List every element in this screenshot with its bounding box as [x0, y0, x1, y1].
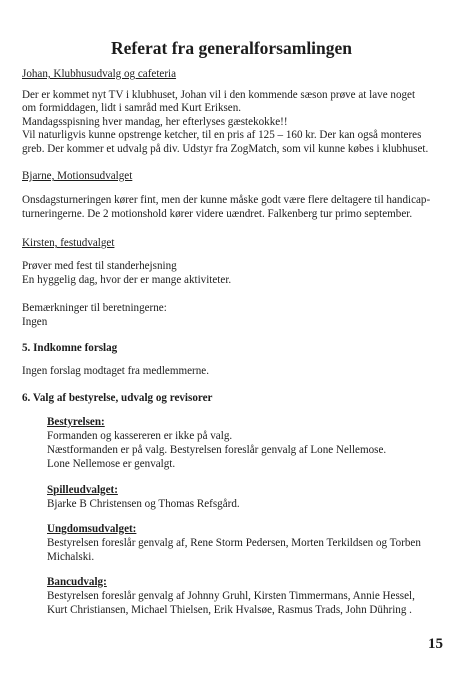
paragraph-line: Formanden og kassereren er ikke på valg.: [47, 430, 233, 442]
paragraph-line: Michalski.: [47, 551, 95, 563]
page-number: 15: [428, 636, 443, 652]
page-title: Referat fra generalforsamlingen: [111, 38, 353, 58]
agenda-heading-6: 6. Valg af bestyrelse, udvalg og revisorer: [22, 392, 213, 404]
remarks-value: Ingen: [22, 316, 48, 328]
paragraph-line: Mandagsspisning hver mandag, her efterlyses gæstekokke!!: [22, 116, 288, 128]
paragraph-line: turneringerne. De 2 motionshold kører videre uændret. Falkenberg tur primo september.: [22, 208, 413, 220]
paragraph-line: En hyggelig dag, hvor der er mange aktiviteter.: [22, 274, 232, 286]
paragraph-line: greb. Der kommer et udvalg på div. Udstyr fra ZogMatch, som vil kunne købes i klubhuset.: [22, 143, 429, 155]
remarks-label: Bemærkninger til beretningerne:: [22, 302, 167, 314]
subheading-ungdomsudvalget: Ungdomsudvalget:: [47, 523, 137, 535]
paragraph-line: Kurt Christiansen, Michael Thielsen, Erik Hvalsøe, Rasmus Trads, John Dühring .: [47, 604, 412, 616]
paragraph-line: Bestyrelsen foreslår genvalg af Johnny Gruhl, Kirsten Timmermans, Annie Hessel,: [47, 590, 415, 602]
paragraph-line: Bestyrelsen foreslår genvalg af, Rene Storm Pedersen, Morten Terkildsen og Torben: [47, 537, 421, 549]
paragraph-line: Lone Nellemose er genvalgt.: [47, 458, 176, 470]
paragraph-line: Prøver med fest til standerhejsning: [22, 260, 177, 272]
paragraph-line: Bjarke B Christensen og Thomas Refsgård.: [47, 498, 240, 510]
paragraph-line: Der er kommet nyt TV i klubhuset, Johan vil i den kommende sæson prøve at lave noget: [22, 89, 416, 101]
agenda-text-5: Ingen forslag modtaget fra medlemmerne.: [22, 365, 209, 377]
section-heading-klubhus: Johan, Klubhusudvalg og cafeteria: [22, 68, 177, 80]
section-heading-fest: Kirsten, festudvalget: [22, 237, 115, 249]
subheading-bancudvalg: Bancudvalg:: [47, 576, 107, 588]
subheading-spilleudvalget: Spilleudvalget:: [47, 484, 118, 496]
paragraph-line: Onsdagsturneringen kører fint, men der kunne måske godt være flere deltagere til handicap-: [22, 194, 431, 206]
paragraph-line: Næstformanden er på valg. Bestyrelsen foreslår genvalg af Lone Nellemose.: [47, 444, 387, 456]
subheading-bestyrelsen: Bestyrelsen:: [47, 416, 105, 428]
paragraph-line: om formiddagen, lidt i samråd med Kurt Eriksen.: [22, 102, 242, 114]
agenda-heading-5: 5. Indkomne forslag: [22, 342, 118, 354]
paragraph-line: Vil naturligvis kunne opstrenge ketcher, til en pris af 125 – 160 kr. Der kan også monteres: [22, 129, 422, 141]
section-heading-motion: Bjarne, Motionsudvalget: [22, 170, 133, 182]
